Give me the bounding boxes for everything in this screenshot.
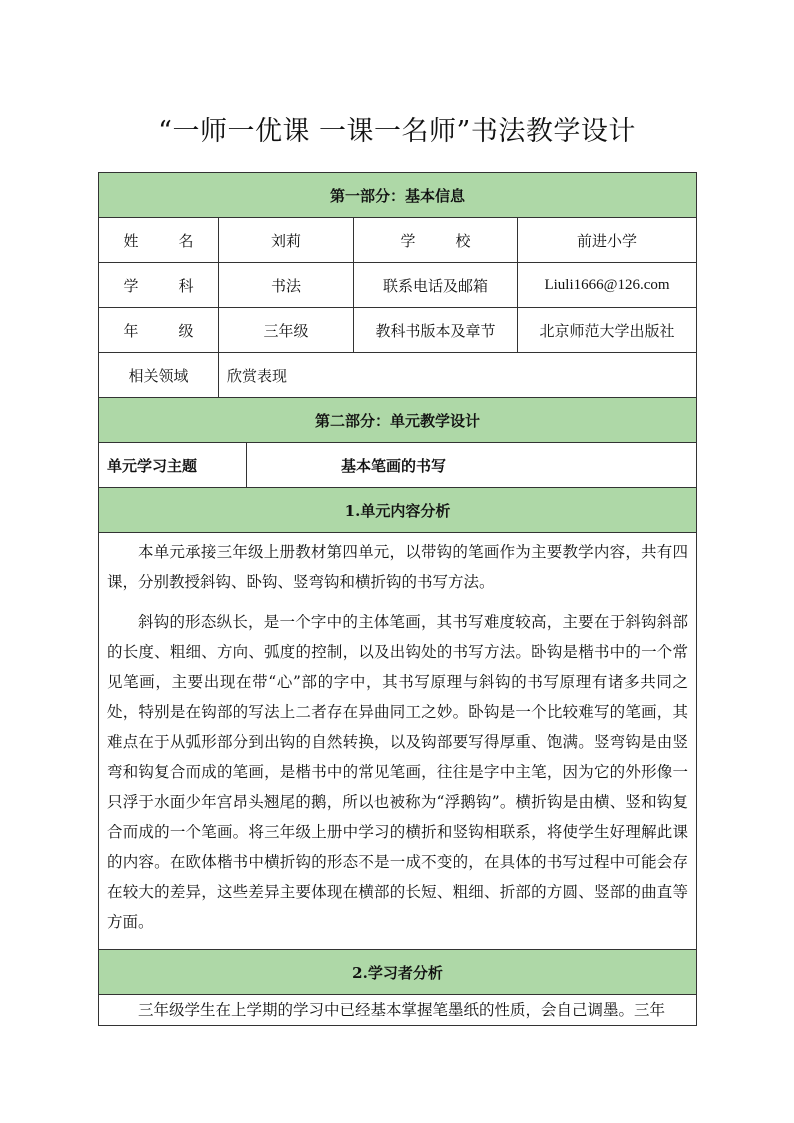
info-row-subject xyxy=(99,263,697,308)
value-school: 前进小学 xyxy=(518,218,697,263)
value-field: 欣赏表现 xyxy=(219,353,697,398)
value-contact: Liuli1666@126.com xyxy=(518,263,697,308)
label-textbook: 教科书版本及章节 xyxy=(354,308,518,353)
section1-paragraph-1: 本单元承接三年级上册教材第四单元，以带钩的笔画作为主要教学内容，共有四课，分别教授斜钩、卧钩、竖弯钩和横折钩的书写方法。 xyxy=(107,543,688,591)
label-subject: 学科 xyxy=(99,263,219,308)
lesson-design-table xyxy=(98,172,697,1026)
value-grade: 三年级 xyxy=(219,308,354,353)
label-grade: 年级 xyxy=(99,308,219,353)
info-row-grade xyxy=(99,308,697,353)
part2-heading: 第二部分：单元教学设计 xyxy=(99,398,697,443)
section1-paragraph-2: 斜钩的形态纵长，是一个字中的主体笔画，其书写难度较高，主要在于斜钩斜部的长度、粗细、方向、弧度的控制，以及出钩处的书写方法。卧钩是楷书中的一个常见笔画，主要出现在带“心”部的字中，其书写原理与斜钩的书写原理有诸多共同之处，特别是在钩部的写法上二者存在异曲同工之妙。卧钩是一个比较难写的笔画，其难点在于从弧形部分到出钩的自然转换，以及钩部要写得厚重、饱满。竖弯钩是由竖弯和钩复合而成的笔画，是楷书中的常见笔画，往往是字中主笔，因为它的外形像一只浮于水面少年宫昂头翘尾的鹅，所以也被称为“浮鹅钩”。横折钩是由横、竖和钩复合而成的一个笔画。将三年级上册中学习的横折和竖钩相联系，将使学生好理解此课的内容。在欧体楷书中横折钩的形态不是一成不变的，在具体的书写过程中可能会存在较大的差异，这些差异主要体现在横部的长短、粗细、折部的方圆、竖部的曲直等方面。 xyxy=(107,613,688,931)
label-field: 相关领域 xyxy=(99,353,219,398)
value-unit-topic: 基本笔画的书写 xyxy=(247,443,697,488)
section1-body xyxy=(99,533,697,950)
value-textbook: 北京师范大学出版社 xyxy=(518,308,697,353)
section2-paragraph-1: 三年级学生在上学期的学习中已经基本掌握笔墨纸的性质，会自己调墨。三年 xyxy=(138,1001,666,1019)
section2-body xyxy=(99,995,697,1026)
info-row-name xyxy=(99,218,697,263)
value-subject: 书法 xyxy=(219,263,354,308)
value-name: 刘莉 xyxy=(219,218,354,263)
topic-row xyxy=(99,443,697,488)
label-school: 学校 xyxy=(354,218,518,263)
section2-heading: 2.学习者分析 xyxy=(99,950,697,995)
label-unit-topic: 单元学习主题 xyxy=(99,443,247,488)
part1-heading: 第一部分：基本信息 xyxy=(99,173,697,218)
section1-heading: 1.单元内容分析 xyxy=(99,488,697,533)
info-row-field xyxy=(99,353,697,398)
label-contact: 联系电话及邮箱 xyxy=(354,263,518,308)
label-name: 姓名 xyxy=(99,218,219,263)
document-title: “一师一优课 一课一名师”书法教学设计 xyxy=(158,116,636,147)
